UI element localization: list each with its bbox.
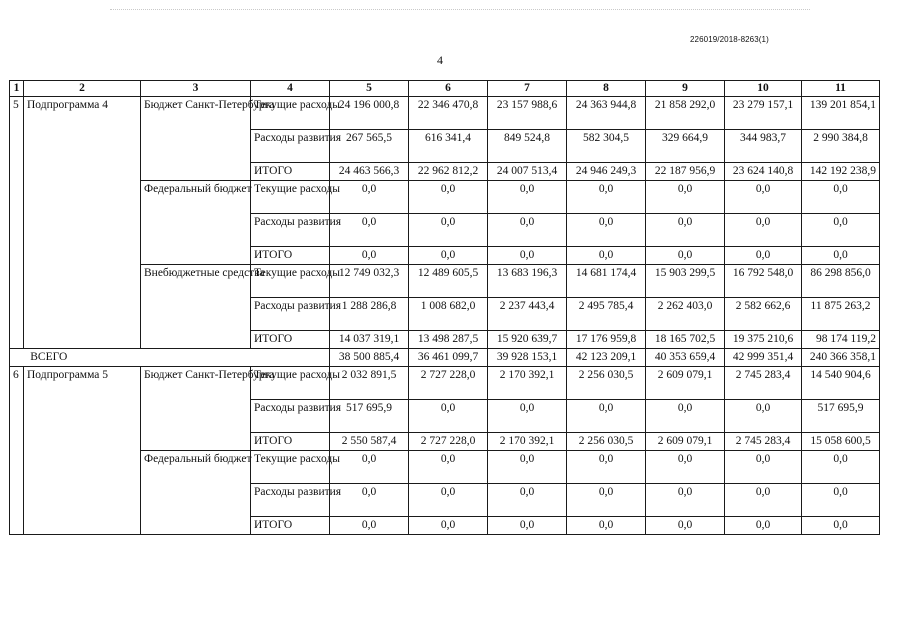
value-cell: 86 298 856,0 — [802, 265, 880, 298]
header-cell: 6 — [409, 81, 488, 97]
header-cell: 7 — [488, 81, 567, 97]
total-row — [10, 349, 880, 367]
value-cell: 2 990 384,8 — [802, 130, 880, 163]
table-row — [10, 451, 880, 484]
total-value: 38 500 885,4 — [330, 349, 409, 367]
expense-type: ИТОГО — [251, 163, 330, 181]
value-cell: 0,0 — [409, 181, 488, 214]
value-cell: 0,0 — [802, 214, 880, 247]
value-cell: 2 745 283,4 — [725, 433, 802, 451]
value-cell: 0,0 — [725, 181, 802, 214]
expense-type: Расходы развития — [251, 214, 330, 247]
value-cell: 0,0 — [330, 247, 409, 265]
funding-source: Бюджет Санкт-Петербурга — [141, 367, 251, 451]
value-cell: 24 463 566,3 — [330, 163, 409, 181]
value-cell: 24 007 513,4 — [488, 163, 567, 181]
funding-source: Бюджет Санкт-Петербурга — [141, 97, 251, 181]
value-cell: 517 695,9 — [802, 400, 880, 433]
value-cell: 0,0 — [646, 247, 725, 265]
value-cell: 0,0 — [646, 181, 725, 214]
value-cell: 23 157 988,6 — [488, 97, 567, 130]
value-cell: 0,0 — [488, 484, 567, 517]
expense-type: ИТОГО — [251, 247, 330, 265]
value-cell: 0,0 — [646, 214, 725, 247]
value-cell: 2 170 392,1 — [488, 367, 567, 400]
value-cell: 0,0 — [725, 214, 802, 247]
total-value: 42 123 209,1 — [567, 349, 646, 367]
header-cell: 8 — [567, 81, 646, 97]
value-cell: 0,0 — [488, 451, 567, 484]
value-cell: 267 565,5 — [330, 130, 409, 163]
value-cell: 517 695,9 — [330, 400, 409, 433]
expense-type: ИТОГО — [251, 331, 330, 349]
value-cell: 0,0 — [409, 400, 488, 433]
expense-type: Текущие расходы — [251, 367, 330, 400]
table-row — [10, 181, 880, 214]
value-cell: 0,0 — [725, 484, 802, 517]
row-number: 5 — [10, 97, 24, 349]
value-cell: 0,0 — [567, 181, 646, 214]
value-cell: 0,0 — [488, 214, 567, 247]
value-cell: 0,0 — [725, 247, 802, 265]
value-cell: 0,0 — [567, 517, 646, 535]
value-cell: 0,0 — [646, 484, 725, 517]
value-cell: 15 903 299,5 — [646, 265, 725, 298]
value-cell: 0,0 — [725, 451, 802, 484]
value-cell: 0,0 — [409, 517, 488, 535]
value-cell: 0,0 — [330, 517, 409, 535]
value-cell: 2 256 030,5 — [567, 367, 646, 400]
value-cell: 2 727 228,0 — [409, 433, 488, 451]
value-cell: 24 363 944,8 — [567, 97, 646, 130]
value-cell: 2 237 443,4 — [488, 298, 567, 331]
funding-source: Внебюджетные средства — [141, 265, 251, 349]
value-cell: 0,0 — [802, 451, 880, 484]
value-cell: 22 346 470,8 — [409, 97, 488, 130]
header-cell: 4 — [251, 81, 330, 97]
table-row — [10, 97, 880, 130]
expense-type: Расходы развития — [251, 400, 330, 433]
value-cell: 14 681 174,4 — [567, 265, 646, 298]
value-cell: 0,0 — [488, 517, 567, 535]
table-row — [10, 367, 880, 400]
value-cell: 18 165 702,5 — [646, 331, 725, 349]
value-cell: 0,0 — [725, 517, 802, 535]
total-value: 40 353 659,4 — [646, 349, 725, 367]
value-cell: 0,0 — [567, 247, 646, 265]
value-cell: 0,0 — [646, 517, 725, 535]
row-number: 6 — [10, 367, 24, 535]
value-cell: 2 032 891,5 — [330, 367, 409, 400]
value-cell: 0,0 — [409, 214, 488, 247]
value-cell: 13 683 196,3 — [488, 265, 567, 298]
value-cell: 0,0 — [567, 484, 646, 517]
value-cell: 1 008 682,0 — [409, 298, 488, 331]
value-cell: 2 495 785,4 — [567, 298, 646, 331]
funding-source: Федеральный бюджет — [141, 451, 251, 535]
value-cell: 2 609 079,1 — [646, 367, 725, 400]
value-cell: 849 524,8 — [488, 130, 567, 163]
total-label — [10, 349, 330, 367]
value-cell: 0,0 — [330, 451, 409, 484]
value-cell: 2 727 228,0 — [409, 367, 488, 400]
budget-table — [9, 80, 880, 535]
value-cell: 0,0 — [488, 400, 567, 433]
header-cell: 5 — [330, 81, 409, 97]
value-cell: 16 792 548,0 — [725, 265, 802, 298]
value-cell: 24 946 249,3 — [567, 163, 646, 181]
value-cell: 21 858 292,0 — [646, 97, 725, 130]
value-cell: 19 375 210,6 — [725, 331, 802, 349]
value-cell: 2 609 079,1 — [646, 433, 725, 451]
value-cell: 2 550 587,4 — [330, 433, 409, 451]
total-label-text: ВСЕГО — [30, 351, 68, 363]
header-cell: 9 — [646, 81, 725, 97]
header-cell: 1 — [10, 81, 24, 97]
header-cell: 11 — [802, 81, 880, 97]
value-cell: 0,0 — [330, 214, 409, 247]
total-value: 39 928 153,1 — [488, 349, 567, 367]
value-cell: 98 174 119,2 — [802, 331, 880, 349]
document-id: 226019/2018-8263(1) — [690, 35, 769, 44]
value-cell: 0,0 — [802, 484, 880, 517]
subprogram-name: Подпрограмма 4 — [24, 97, 141, 349]
value-cell: 582 304,5 — [567, 130, 646, 163]
header-cell: 3 — [141, 81, 251, 97]
value-cell: 13 498 287,5 — [409, 331, 488, 349]
expense-type: Текущие расходы — [251, 181, 330, 214]
value-cell: 0,0 — [567, 400, 646, 433]
value-cell: 22 187 956,9 — [646, 163, 725, 181]
value-cell: 12 489 605,5 — [409, 265, 488, 298]
value-cell: 14 540 904,6 — [802, 367, 880, 400]
value-cell: 0,0 — [646, 451, 725, 484]
expense-type: ИТОГО — [251, 433, 330, 451]
value-cell: 2 170 392,1 — [488, 433, 567, 451]
expense-type: Расходы развития — [251, 130, 330, 163]
value-cell: 2 582 662,6 — [725, 298, 802, 331]
value-cell: 17 176 959,8 — [567, 331, 646, 349]
expense-type: Текущие расходы — [251, 451, 330, 484]
value-cell: 24 196 000,8 — [330, 97, 409, 130]
value-cell: 14 037 319,1 — [330, 331, 409, 349]
expense-type: Расходы развития — [251, 298, 330, 331]
header-cell: 2 — [24, 81, 141, 97]
value-cell: 0,0 — [330, 484, 409, 517]
value-cell: 0,0 — [330, 181, 409, 214]
value-cell: 0,0 — [409, 484, 488, 517]
value-cell: 0,0 — [802, 517, 880, 535]
value-cell: 15 058 600,5 — [802, 433, 880, 451]
expense-type: ИТОГО — [251, 517, 330, 535]
value-cell: 0,0 — [409, 451, 488, 484]
value-cell: 23 624 140,8 — [725, 163, 802, 181]
value-cell: 0,0 — [409, 247, 488, 265]
value-cell: 2 262 403,0 — [646, 298, 725, 331]
value-cell: 0,0 — [488, 181, 567, 214]
total-value: 42 999 351,4 — [725, 349, 802, 367]
page-number: 4 — [437, 53, 443, 67]
value-cell: 0,0 — [646, 400, 725, 433]
value-cell: 1 288 286,8 — [330, 298, 409, 331]
value-cell: 0,0 — [567, 214, 646, 247]
value-cell: 22 962 812,2 — [409, 163, 488, 181]
table-header-row — [10, 81, 880, 97]
value-cell: 0,0 — [725, 400, 802, 433]
scan-artifact-line — [110, 9, 810, 10]
value-cell: 15 920 639,7 — [488, 331, 567, 349]
header-cell: 10 — [725, 81, 802, 97]
value-cell: 329 664,9 — [646, 130, 725, 163]
table-row — [10, 265, 880, 298]
value-cell: 142 192 238,9 — [802, 163, 880, 181]
expense-type: Расходы развития — [251, 484, 330, 517]
expense-type: Текущие расходы — [251, 97, 330, 130]
funding-source: Федеральный бюджет — [141, 181, 251, 265]
total-value: 36 461 099,7 — [409, 349, 488, 367]
value-cell: 2 256 030,5 — [567, 433, 646, 451]
value-cell: 139 201 854,1 — [802, 97, 880, 130]
value-cell: 0,0 — [802, 247, 880, 265]
value-cell: 12 749 032,3 — [330, 265, 409, 298]
total-value: 240 366 358,1 — [802, 349, 880, 367]
subprogram-name: Подпрограмма 5 — [24, 367, 141, 535]
value-cell: 2 745 283,4 — [725, 367, 802, 400]
expense-type: Текущие расходы — [251, 265, 330, 298]
value-cell: 0,0 — [567, 451, 646, 484]
value-cell: 23 279 157,1 — [725, 97, 802, 130]
value-cell: 344 983,7 — [725, 130, 802, 163]
value-cell: 0,0 — [802, 181, 880, 214]
value-cell: 11 875 263,2 — [802, 298, 880, 331]
value-cell: 616 341,4 — [409, 130, 488, 163]
value-cell: 0,0 — [488, 247, 567, 265]
